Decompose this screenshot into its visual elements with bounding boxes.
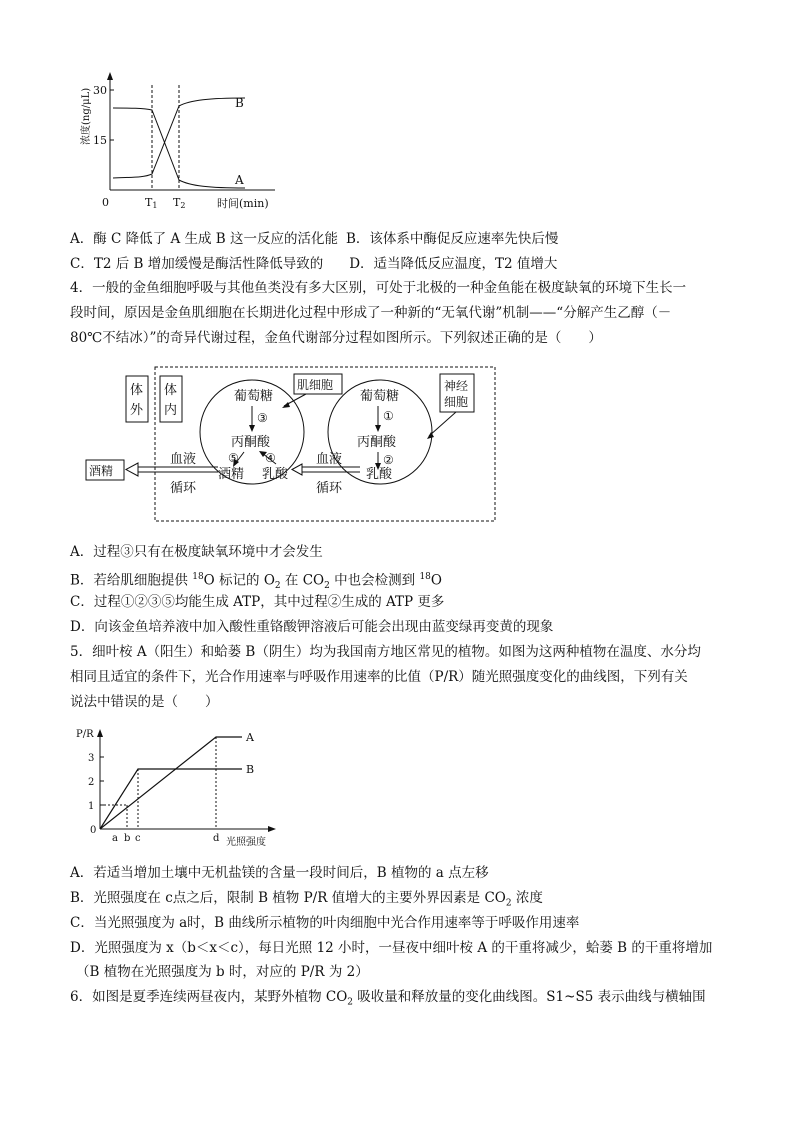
x-tick-t2: T2 xyxy=(173,196,186,210)
outside-alcohol: 酒精 xyxy=(89,464,114,478)
x-axis-arrow xyxy=(268,826,276,832)
nerve-cell-label-1: 神经 xyxy=(444,379,469,393)
q4-option-b-text-5: O xyxy=(430,572,442,589)
q4-option-b-isotope-1: 18 xyxy=(192,572,204,582)
q4-option-b-sub-1: 2 xyxy=(274,581,281,592)
step-2: ② xyxy=(383,453,394,467)
curve-a xyxy=(100,737,242,829)
muscle-lactate: 乳酸 xyxy=(262,467,289,482)
q6-stem-text-1: 6．如图是夏季连续两昼夜内，某野外植物 CO xyxy=(70,989,348,1005)
q4-stem-line-1: 4．一般的金鱼细胞呼吸与其他鱼类没有多大区别，可处于北极的一种金鱼能在极度缺氧的环境下生长一 xyxy=(70,280,687,296)
x-tick-d: d xyxy=(213,833,220,844)
q5-option-b-text-2: 浓度 xyxy=(511,890,543,906)
origin-label: 0 xyxy=(90,825,97,836)
q3-option-row-1 xyxy=(70,229,558,249)
q3-option-row-2 xyxy=(70,254,557,274)
step-5: ⑤ xyxy=(228,451,239,465)
x-tick-b: b xyxy=(124,833,131,844)
y-axis-label: P/R xyxy=(76,729,94,740)
q5-option-a: A．若适当增加土壤中无机盐镁的含量一段时间后，B 植物的 a 点左移 xyxy=(70,865,489,881)
y-tick-label-1: 1 xyxy=(88,801,95,812)
step-3: ③ xyxy=(257,411,268,425)
q4-option-b-text-2: O 标记的 O xyxy=(203,572,275,589)
step-4: ④ xyxy=(265,451,276,465)
inside-label-1: 体 xyxy=(164,383,178,398)
pr-ratio-graph xyxy=(74,725,284,849)
q5-stem-line-2: 相同且适宜的条件下，光合作用速率与呼吸作用速率的比值（P/R）随光照强度变化的曲线图，下列有关 xyxy=(70,669,688,685)
y-tick-label-15: 15 xyxy=(93,134,107,147)
muscle-cell-label: 肌细胞 xyxy=(297,378,334,392)
nerve-cell-pointer xyxy=(429,412,456,436)
curve-b-label: B xyxy=(235,96,244,110)
q5-option-c: C．当光照强度为 a时，B 曲线所示植物的叶肉细胞中光合作用速率等于呼吸作用速率 xyxy=(70,915,580,931)
alcohol-channel-head xyxy=(126,463,138,476)
x-axis-label: 光照强度 xyxy=(226,837,266,848)
outside-label-2: 外 xyxy=(130,403,144,418)
y-axis-arrow xyxy=(107,72,113,80)
curve-a-label: A xyxy=(246,731,254,744)
enzyme-concentration-graph xyxy=(75,70,290,215)
muscle-arrow-3-head xyxy=(249,425,255,432)
nerve-arrow-1-head xyxy=(375,425,381,432)
nerve-cell-label-2: 细胞 xyxy=(444,395,469,409)
outside-label-1: 体 xyxy=(130,383,144,398)
lactate-channel-head xyxy=(292,464,302,475)
q5-stem-line-1: 5．细叶桉 A（阳生）和蛤蒌 B（阴生）均为我国南方地区常见的植物。如图为这两种植物在温度、水分均 xyxy=(70,644,701,660)
q4-option-b-text-1: B．若给肌细胞提供 xyxy=(70,572,193,589)
q4-stem-line-2: 段时间，原因是金鱼肌细胞在长期进化过程中形成了一种新的“无氧代谢”机制——“分解产生乙醇（－ xyxy=(70,305,672,321)
muscle-alcohol: 酒精 xyxy=(218,467,245,482)
goldfish-metabolism-diagram xyxy=(84,364,504,526)
q5-option-b-sub: 2 xyxy=(505,898,512,909)
q3-option-d: D．适当降低反应温度，T2 值增大 xyxy=(349,256,558,272)
q4-option-a: A．过程③只有在极度缺氧环境中才会发生 xyxy=(70,544,323,560)
x-tick-t1: T1 xyxy=(145,196,158,210)
y-axis-label: 浓度(ng/μL) xyxy=(81,87,92,145)
y-axis-arrow xyxy=(97,729,103,737)
q6-stem-text-2: 吸收量和释放量的变化曲线图。S1~S5 表示曲线与横轴围 xyxy=(353,989,706,1005)
inside-label-2: 内 xyxy=(164,403,178,418)
blood-left: 血液 xyxy=(170,452,197,467)
q4-option-b-isotope-2: 18 xyxy=(419,572,431,582)
x-tick-c: c xyxy=(135,833,141,844)
blood-middle: 血液 xyxy=(316,452,343,467)
muscle-pyruvate: 丙酮酸 xyxy=(231,435,271,450)
x-tick-a: a xyxy=(112,833,118,844)
q5-option-b-text-1: B．光照强度在 c点之后，限制 B 植物 P/R 值增大的主要外界因素是 CO xyxy=(70,890,506,906)
x-axis-label: 时间(min) xyxy=(217,197,269,210)
y-tick-label-3: 3 xyxy=(88,753,95,764)
origin-label: 0 xyxy=(102,196,109,209)
q5-option-b xyxy=(70,888,543,914)
nerve-pyruvate: 丙酮酸 xyxy=(357,435,397,450)
q5-stem-line-3: 说法中错误的是（ ） xyxy=(70,694,219,710)
nerve-glucose: 葡萄糖 xyxy=(360,389,400,404)
q3-option-a: A．酶 C 降低了 A 生成 B 这一反应的活化能 xyxy=(70,231,338,247)
q3-option-b: B．该体系中酶促反应速率先快后慢 xyxy=(346,231,559,247)
q4-option-b-sub-2: 2 xyxy=(324,581,330,592)
circulation-left: 循环 xyxy=(170,481,197,496)
q6-stem-sub: 2 xyxy=(347,997,354,1008)
q4-option-b-text-4: 中也会检测到 xyxy=(329,572,420,589)
step-1: ① xyxy=(383,409,394,423)
q6-stem-line-1 xyxy=(70,987,706,1013)
q3-option-c: C．T2 后 B 增加缓慢是酶活性降低导致的 xyxy=(70,256,324,272)
q4-stem-line-3: 80℃不结冰）”的奇异代谢过程，金鱼代谢部分过程如图所示。下列叙述正确的是（ ） xyxy=(70,330,602,346)
y-tick-label-30: 30 xyxy=(93,84,107,97)
curve-b xyxy=(100,769,242,829)
curve-b-label: B xyxy=(246,763,255,776)
y-tick-label-2: 2 xyxy=(88,777,95,788)
curve-a-label: A xyxy=(235,173,244,187)
q4-option-c: C．过程①②③⑤均能生成 ATP，其中过程②生成的 ATP 更多 xyxy=(70,594,445,610)
q5-option-d-line-1: D．光照强度为 x（b＜x＜c），每日光照 12 小时，一昼夜中细叶桉 A 的干重将减少，蛤蒌 B 的干重将增加 xyxy=(70,940,713,956)
circulation-middle: 循环 xyxy=(316,481,343,496)
q5-option-d-line-2: （B 植物在光照强度为 b 时，对应的 P/R 为 2） xyxy=(76,964,369,980)
q4-option-b-text-3: 在 CO xyxy=(280,572,325,589)
nerve-lactate: 乳酸 xyxy=(366,467,393,482)
muscle-glucose: 葡萄糖 xyxy=(234,389,274,404)
q4-option-d: D．向该金鱼培养液中加入酸性重铬酸钾溶液后可能会出现由蓝变绿再变黄的现象 xyxy=(70,619,554,635)
